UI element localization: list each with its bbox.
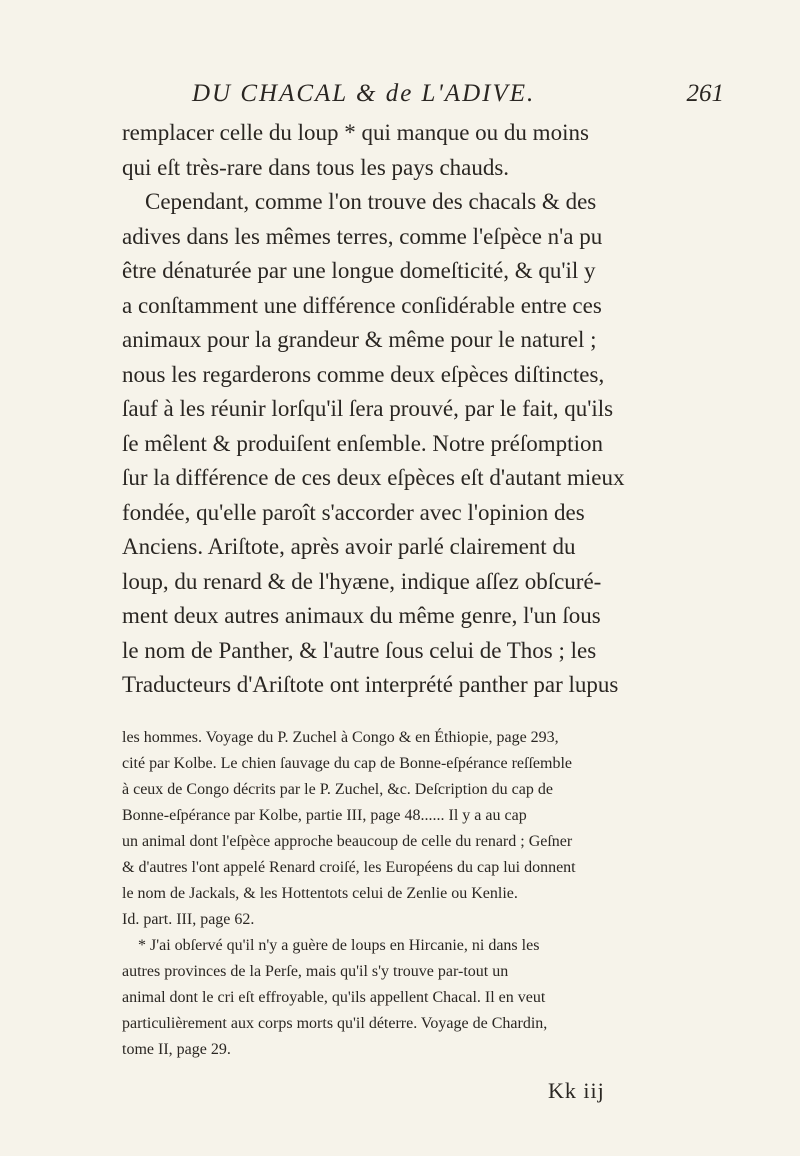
text-line: être dénaturée par une longue domeſticité, & qu'il y bbox=[122, 258, 596, 283]
note-line: & d'autres l'ont appelé Renard croiſé, les Européens du cap lui donnent bbox=[122, 858, 576, 876]
text-line: a conſtamment une différence conſidérable entre ces bbox=[122, 292, 602, 318]
page-number: 261 bbox=[686, 80, 724, 107]
note-line: * J'ai obſervé qu'il n'y a guère de loups en Hircanie, ni dans les bbox=[122, 936, 540, 954]
text-line: ſur la différence de ces deux eſpèces eſt d'autant mieux bbox=[122, 465, 625, 490]
note-line: un animal dont l'eſpèce approche beaucoup de celle du renard ; Geſner bbox=[122, 832, 573, 850]
text-line: ment deux autres animaux du même genre, l'un ſous bbox=[122, 603, 601, 628]
note-line: le nom de Jackals, & les Hottentots celui de Zenlie ou Kenlie. bbox=[122, 884, 518, 902]
signature-mark: Kk iij bbox=[548, 1078, 605, 1103]
text-line: qui eſt très-rare dans tous les pays chauds. bbox=[122, 154, 510, 180]
note-line: Bonne-eſpérance par Kolbe, partie III, page 48...... Il y a au cap bbox=[122, 806, 527, 824]
main-text bbox=[122, 116, 724, 703]
text-line: ſauf à les réunir lorſqu'il ſera prouvé, par le fait, qu'ils bbox=[122, 396, 614, 421]
text-line: Cependant, comme l'on trouve des chacals & des bbox=[122, 189, 597, 214]
text-line: fondée, qu'elle paroît s'accorder avec l'opinion des bbox=[122, 499, 585, 525]
text-line: loup, du renard & de l'hyæne, indique aſſez obſcuré- bbox=[122, 568, 602, 594]
note-line: à ceux de Congo décrits par le P. Zuchel, &c. Deſcription du cap de bbox=[122, 780, 553, 798]
text-line: animaux pour la grandeur & même pour le naturel ; bbox=[122, 327, 597, 352]
note-line: cité par Kolbe. Le chien ſauvage du cap de Bonne-eſpérance reſſemble bbox=[122, 754, 572, 772]
note-line: tome II, page 29. bbox=[122, 1040, 231, 1058]
text-line: Anciens. Ariſtote, après avoir parlé clairement du bbox=[122, 534, 576, 559]
text-line: ſe mêlent & produiſent enſemble. Notre préſomption bbox=[122, 430, 603, 456]
note-line: autres provinces de la Perſe, mais qu'il s'y trouve par-tout un bbox=[122, 962, 509, 980]
note-line: les hommes. Voyage du P. Zuchel à Congo & en Éthiopie, page 293, bbox=[122, 728, 559, 746]
text-line: le nom de Panther, & l'autre ſous celui de Thos ; les bbox=[122, 637, 597, 663]
note-line: animal dont le cri eſt effroyable, qu'ils appellent Chacal. Il en veut bbox=[122, 988, 546, 1006]
text-line: nous les regarderons comme deux eſpèces diſtinctes, bbox=[122, 361, 605, 387]
note-line: Id. part. III, page 62. bbox=[122, 910, 255, 928]
footnotes bbox=[122, 725, 724, 1063]
running-title: DU CHACAL & de L'ADIVE. bbox=[192, 80, 536, 107]
text-line: Traducteurs d'Ariſtote ont interprété panther par lupus bbox=[122, 672, 619, 697]
running-header bbox=[122, 80, 724, 110]
note-line: particulièrement aux corps morts qu'il déterre. Voyage de Chardin, bbox=[122, 1014, 548, 1032]
text-line: adives dans les mêmes terres, comme l'eſpèce n'a pu bbox=[122, 223, 603, 249]
text-line: remplacer celle du loup * qui manque ou du moins bbox=[122, 120, 589, 145]
